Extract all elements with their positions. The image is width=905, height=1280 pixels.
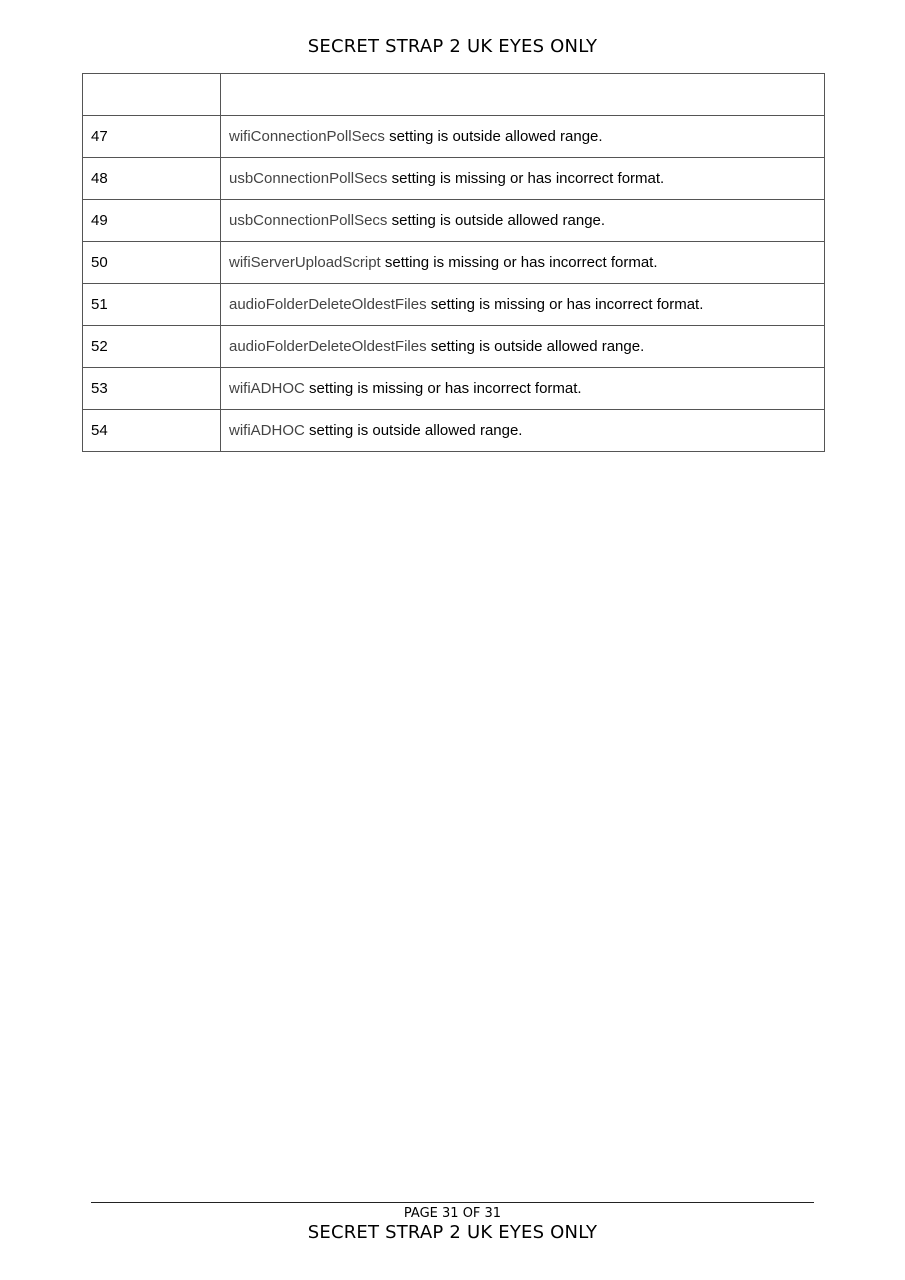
error-code: 48 [83, 158, 221, 200]
footer-classification: SECRET STRAP 2 UK EYES ONLY [307, 1222, 598, 1243]
error-message: setting is missing or has incorrect format. [304, 380, 582, 397]
setting-name: wifiServerUploadScript [229, 254, 381, 271]
table-header-row [83, 74, 825, 116]
error-description [221, 158, 825, 200]
table-row [83, 158, 825, 200]
table-row [83, 410, 825, 452]
page-number: PAGE 31 OF 31 [403, 1206, 502, 1221]
table-row [83, 242, 825, 284]
footer-divider [91, 1202, 814, 1203]
header-classification: SECRET STRAP 2 UK EYES ONLY [307, 36, 598, 57]
error-code: 50 [83, 242, 221, 284]
setting-name: wifiConnectionPollSecs [229, 128, 385, 145]
table-row [83, 284, 825, 326]
setting-name: wifiADHOC [229, 380, 305, 397]
error-code: 51 [83, 284, 221, 326]
table-row [83, 326, 825, 368]
setting-name: audioFolderDeleteOldestFiles [229, 338, 427, 355]
error-description [221, 242, 825, 284]
error-message: setting is outside allowed range. [304, 422, 523, 439]
table-row [83, 200, 825, 242]
error-description [221, 368, 825, 410]
setting-name: usbConnectionPollSecs [229, 212, 388, 229]
table-row [83, 116, 825, 158]
error-description [221, 116, 825, 158]
error-message: setting is outside allowed range. [426, 338, 645, 355]
error-message: setting is missing or has incorrect format. [387, 170, 665, 187]
error-code: 54 [83, 410, 221, 452]
error-code: 53 [83, 368, 221, 410]
error-description [221, 284, 825, 326]
setting-name: usbConnectionPollSecs [229, 170, 388, 187]
table-header-cell-description [221, 74, 825, 116]
error-message: setting is missing or has incorrect format. [426, 296, 704, 313]
table-row [83, 368, 825, 410]
setting-name: wifiADHOC [229, 422, 305, 439]
error-code: 49 [83, 200, 221, 242]
error-message: setting is missing or has incorrect format. [380, 254, 658, 271]
error-description [221, 410, 825, 452]
error-code-table [82, 73, 825, 452]
error-description [221, 326, 825, 368]
error-description [221, 200, 825, 242]
error-code: 52 [83, 326, 221, 368]
error-message: setting is outside allowed range. [384, 128, 603, 145]
setting-name: audioFolderDeleteOldestFiles [229, 296, 427, 313]
error-message: setting is outside allowed range. [387, 212, 606, 229]
error-code: 47 [83, 116, 221, 158]
table-header-cell-code [83, 74, 221, 116]
